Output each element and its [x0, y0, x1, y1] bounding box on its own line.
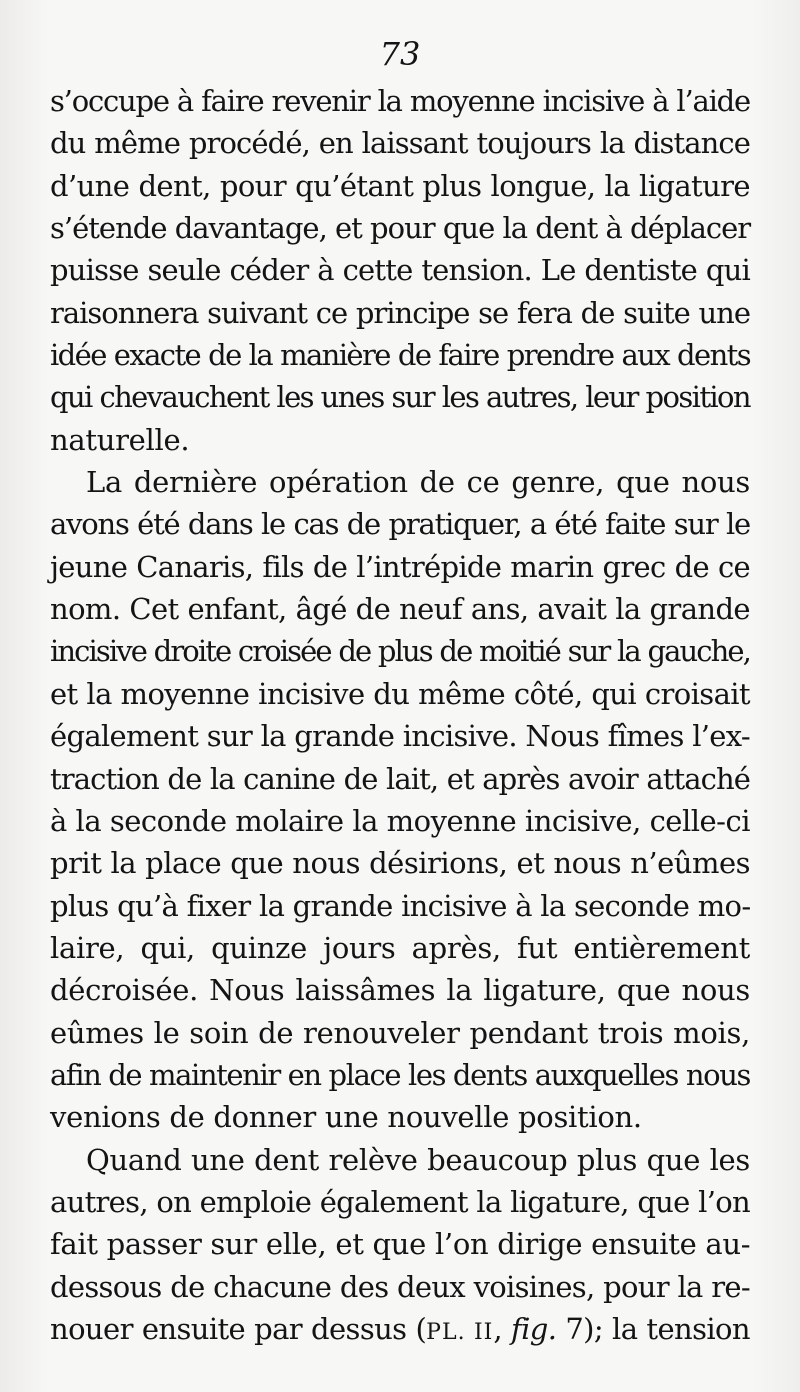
text-segment: traction de la canine de lait, et après avoir attaché	[50, 761, 750, 796]
text-line	[50, 376, 750, 418]
text-line	[50, 1139, 750, 1181]
text-line	[50, 1181, 750, 1223]
text-segment: afin de maintenir en place les dents auxquelles nous	[50, 1057, 750, 1092]
text-segment: s’occupe à faire revenir la moyenne incisive à l’aide	[50, 84, 750, 118]
text-line	[50, 1012, 750, 1054]
text-line	[50, 969, 750, 1011]
text-line	[50, 673, 750, 715]
text-line	[50, 80, 750, 122]
text-line	[50, 207, 750, 249]
text-segment: idée exacte de la manière de faire prendre aux dents	[50, 338, 750, 373]
text-segment: avons été dans le cas de pratiquer, a été faite sur le	[50, 507, 750, 542]
text-line	[50, 885, 750, 927]
text-segment: ,	[493, 1311, 511, 1346]
page-number: 73	[379, 35, 421, 73]
text-line	[50, 842, 750, 884]
text-line	[50, 1223, 750, 1265]
text-line	[50, 758, 750, 800]
text-segment: puisse seule céder à cette tension. Le dentiste qui	[50, 253, 750, 288]
text-segment: prit la place que nous désirions, et nous n’eûmes	[50, 846, 750, 881]
text-line	[50, 588, 750, 630]
text-segment: laire, qui, quinze jours après, fut entièrement	[50, 930, 750, 965]
text-line	[50, 249, 750, 291]
text-segment: fait passer sur elle, et que l’on dirige ensuite au-	[50, 1227, 751, 1262]
text-line	[50, 715, 750, 757]
paragraph	[50, 80, 750, 461]
paragraph	[50, 1139, 750, 1351]
text-segment: jeune Canaris, fils de l’intrépide marin grec de ce	[50, 549, 750, 584]
text-segment: nom. Cet enfant, âgé de neuf ans, avait la grande	[50, 592, 750, 627]
text-segment: et la moyenne incisive du même côté, qui croisait	[50, 676, 750, 711]
text-segment: La dernière opération de ce genre, que nous	[86, 465, 750, 500]
text-segment: également sur la grande incisive. Nous fîmes l’ex-	[50, 719, 750, 754]
text-line	[50, 800, 750, 842]
text-segment: du même procédé, en laissant toujours la distance	[50, 126, 750, 161]
text-segment: naturelle.	[50, 422, 190, 457]
text-line	[50, 503, 750, 545]
text-line	[50, 1266, 750, 1308]
text-line	[50, 334, 750, 376]
text-line	[50, 1096, 750, 1138]
text-segment: venions de donner une nouvelle position.	[50, 1100, 642, 1135]
text-segment-smallcaps: PL. II	[426, 1319, 494, 1345]
text-line	[50, 122, 750, 164]
text-segment: décroisée. Nous laissâmes la ligature, que nous	[50, 973, 750, 1008]
text-segment: Quand une dent relève beaucoup plus que les	[86, 1142, 750, 1177]
text-segment-italic: fig.	[510, 1311, 557, 1346]
text-line	[50, 630, 750, 672]
text-line	[50, 461, 750, 503]
text-segment: dessous de chacune des deux voisines, pour la re-	[50, 1269, 750, 1304]
text-segment: incisive droite croisée de plus de moitié sur la gauche,	[50, 634, 750, 669]
text-segment: nouer ensuite par dessus (	[50, 1311, 427, 1346]
text-line	[50, 419, 750, 461]
text-segment: d’une dent, pour qu’étant plus longue, la ligature	[50, 168, 750, 203]
text-line	[50, 1054, 750, 1096]
text-segment: plus qu’à fixer la grande incisive à la seconde mo-	[50, 888, 751, 923]
text-segment: 7); la tension	[556, 1311, 750, 1346]
paragraph	[50, 461, 750, 1139]
text-segment: eûmes le soin de renouveler pendant trois mois,	[50, 1015, 750, 1050]
text-line	[50, 292, 750, 334]
text-line	[50, 546, 750, 588]
text-segment: s’étende davantage, et pour que la dent à déplacer	[50, 211, 751, 246]
text-line	[50, 927, 750, 969]
text-line	[50, 1308, 750, 1350]
body-text	[50, 80, 750, 1350]
text-segment: autres, on emploie également la ligature, que l’on	[50, 1184, 750, 1219]
text-segment: raisonnera suivant ce principe se fera de suite une	[50, 295, 750, 330]
text-segment: à la seconde molaire la moyenne incisive, celle-ci	[50, 803, 750, 838]
text-segment: qui chevauchent les unes sur les autres, leur position	[50, 380, 750, 415]
text-line	[50, 165, 750, 207]
